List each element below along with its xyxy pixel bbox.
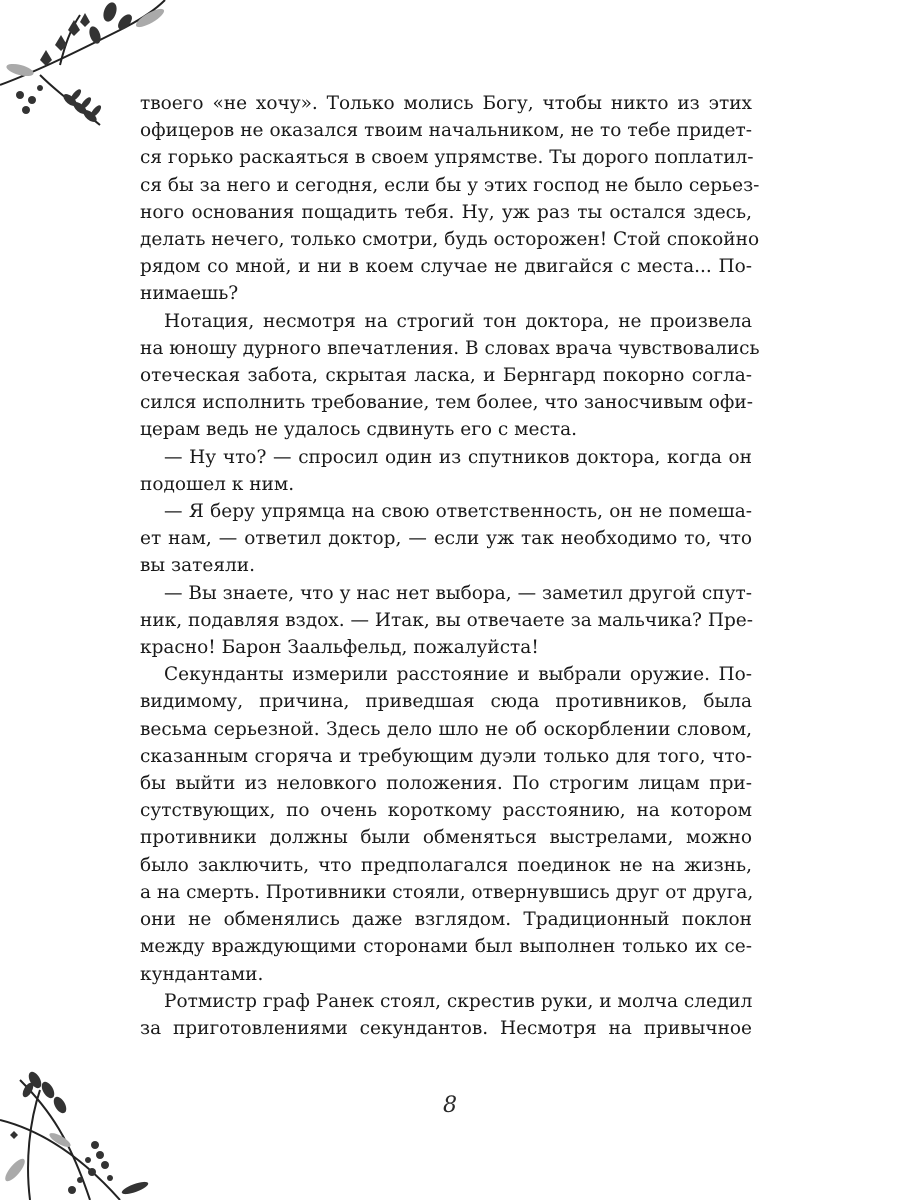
text-line: на юношу дурного впечатления. В словах врача чувствовались bbox=[140, 337, 760, 359]
text-line: ся бы за него и сегодня, если бы у этих господ не было серьез- bbox=[140, 174, 760, 196]
text-line: весьма серьезной. Здесь дело шло не об оскорблении словом, bbox=[140, 718, 752, 740]
page-number: 8 bbox=[443, 1093, 457, 1118]
text-line: ного основания пощадить тебя. Ну, уж раз ты остался здесь, bbox=[140, 201, 752, 223]
text-line: делать нечего, только смотри, будь осторожен! Стой спокойно bbox=[140, 229, 760, 251]
text-line: а на смерть. Противники стояли, отвернувшись друг от друга, bbox=[140, 881, 754, 903]
floral-ornament-bottom-left bbox=[0, 1060, 180, 1200]
text-line: ник, подавляя вздох. — Итак, вы отвечаете за мальчика? Пре- bbox=[140, 609, 753, 631]
text-line: сился исполнить требование, тем более, что заносчивым офи- bbox=[140, 392, 753, 414]
text-line: офицеров не оказался твоим начальником, не то тебе придет- bbox=[140, 120, 752, 142]
text-line: твоего «не хочу». Только молись Богу, чтобы никто из этих bbox=[140, 93, 752, 114]
text-line: сказанным сгоряча и требующим дуэли только для того, что- bbox=[140, 745, 752, 767]
text-line: было заключить, что предполагался поединок не на жизнь, bbox=[140, 854, 752, 876]
text-line: церам ведь не удалось сдвинуть его с места. bbox=[140, 419, 578, 441]
text-line: видимому, причина, приведшая сюда противников, была bbox=[140, 691, 752, 713]
text-line: ся горько раскаяться в своем упрямстве. Ты дорого поплатил- bbox=[140, 147, 754, 169]
text-line: Нотация, несмотря на строгий тон доктора, не произвела bbox=[164, 310, 752, 332]
text-line: они не обменялись даже взглядом. Традиционный поклон bbox=[140, 909, 752, 931]
body-text bbox=[140, 90, 760, 1042]
text-line: — Я беру упрямца на свою ответственность, он не помеша- bbox=[164, 501, 752, 523]
text-line: рядом со мной, и ни в коем случае не двигайся с места... По- bbox=[140, 256, 752, 278]
text-line: — Вы знаете, что у нас нет выбора, — заметил другой спут- bbox=[164, 582, 752, 604]
text-line: Секунданты измерили расстояние и выбрали оружие. По- bbox=[164, 664, 752, 686]
text-line: противники должны были обменяться выстрелами, можно bbox=[140, 827, 752, 849]
text-line: за приготовлениями секундантов. Несмотря на привычное bbox=[140, 1017, 752, 1039]
text-line: — Ну что? — спросил один из спутников доктора, когда он bbox=[164, 446, 752, 468]
text-line: подошел к ним. bbox=[140, 473, 295, 495]
text-line: между враждующими сторонами был выполнен только их се- bbox=[140, 936, 752, 958]
text-line: сутствующих, по очень короткому расстоянию, на котором bbox=[140, 800, 752, 822]
text-line: вы затеяли. bbox=[140, 555, 255, 577]
text-line: Ротмистр граф Ранек стоял, скрестив руки, и молча следил bbox=[164, 990, 753, 1012]
text-line: бы выйти из неловкого положения. По строгим лицам при- bbox=[140, 773, 752, 795]
text-line: нимаешь? bbox=[140, 283, 239, 305]
text-line: отеческая забота, скрытая ласка, и Бернгард покорно согла- bbox=[140, 365, 752, 387]
text-line: кундантами. bbox=[140, 963, 264, 985]
text-line: красно! Барон Заальфельд, пожалуйста! bbox=[140, 637, 539, 659]
text-line: ет нам, — ответил доктор, — если уж так необходимо то, что bbox=[140, 528, 752, 550]
